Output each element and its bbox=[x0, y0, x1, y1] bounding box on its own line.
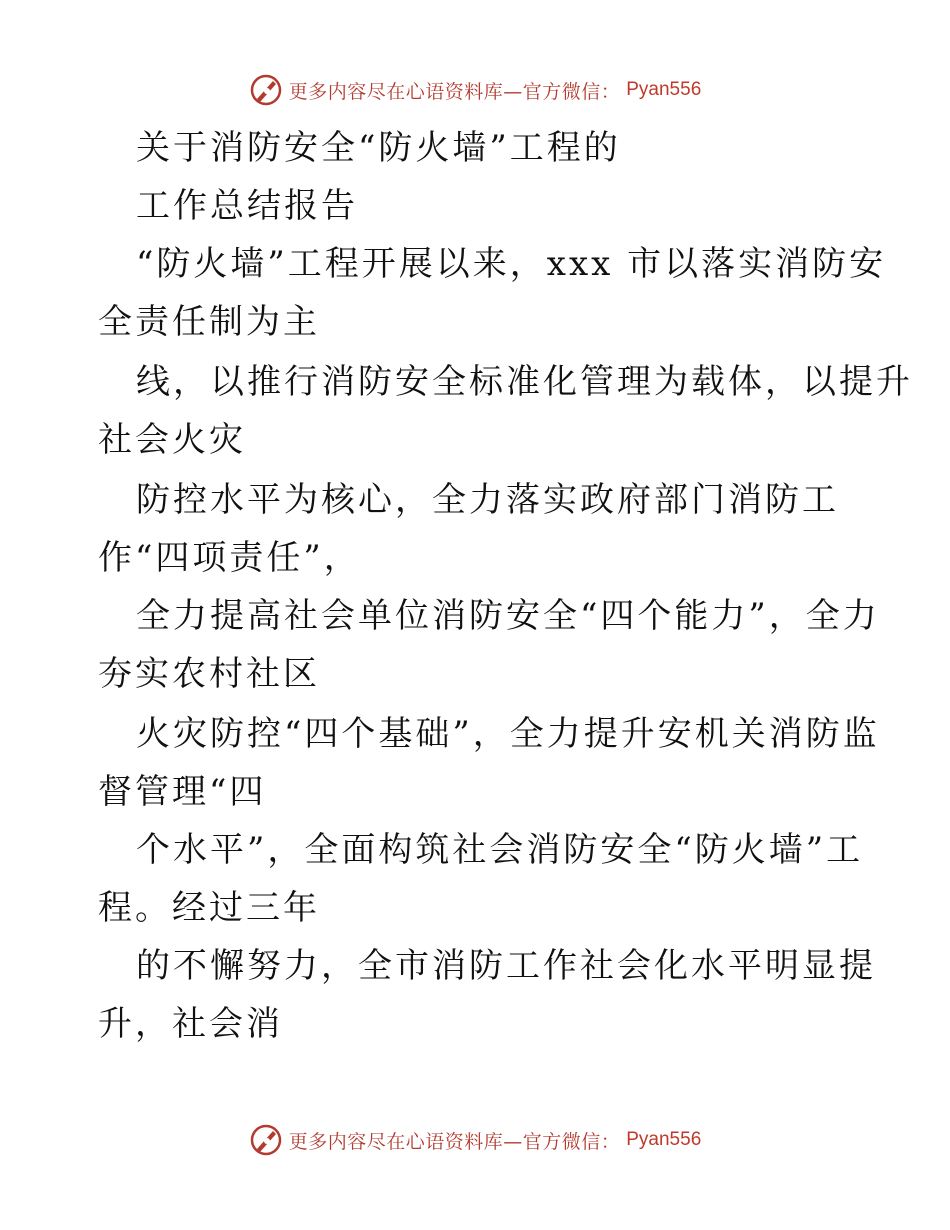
text-line: 督管理“四 bbox=[98, 772, 267, 812]
watermark-wechat-id: Pyan556 bbox=[626, 79, 702, 100]
text-line: 夯实农村社区 bbox=[98, 654, 320, 694]
text-line: 全力提高社会单位消防安全“四个能力”，全力 bbox=[136, 596, 880, 636]
footer-watermark bbox=[0, 1120, 950, 1160]
text-line: 全责任制为主 bbox=[98, 302, 320, 342]
text-line: 作“四项责任”， bbox=[98, 538, 361, 578]
doc-title-line-2: 工作总结报告 bbox=[136, 186, 358, 226]
watermark-text: 更多内容尽在心语资料库—官方微信： bbox=[288, 1130, 621, 1153]
text-line: 的不懈努力，全市消防工作社会化水平明显提 bbox=[136, 946, 876, 986]
watermark-wechat-id: Pyan556 bbox=[626, 1129, 702, 1150]
text-line: 个水平”，全面构筑社会消防安全“防火墙”工 bbox=[136, 830, 864, 870]
pen-logo-icon bbox=[249, 73, 283, 107]
text-line: 社会火灾 bbox=[98, 420, 246, 460]
text-line: “防火墙”工程开展以来，xxx 市以落实消防安 bbox=[136, 244, 887, 284]
text-line: 升，社会消 bbox=[98, 1004, 283, 1044]
text-line: 火灾防控“四个基础”，全力提升安机关消防监 bbox=[136, 714, 880, 754]
header-watermark bbox=[0, 70, 950, 110]
watermark-text: 更多内容尽在心语资料库—官方微信： bbox=[288, 80, 621, 103]
text-line: 防控水平为核心，全力落实政府部门消防工 bbox=[136, 480, 839, 520]
pen-logo-icon bbox=[249, 1123, 283, 1157]
doc-title-line-1: 关于消防安全“防火墙”工程的 bbox=[136, 128, 621, 168]
text-line: 程。经过三年 bbox=[98, 888, 320, 928]
text-line: 线，以推行消防安全标准化管理为载体，以提升 bbox=[136, 362, 913, 402]
